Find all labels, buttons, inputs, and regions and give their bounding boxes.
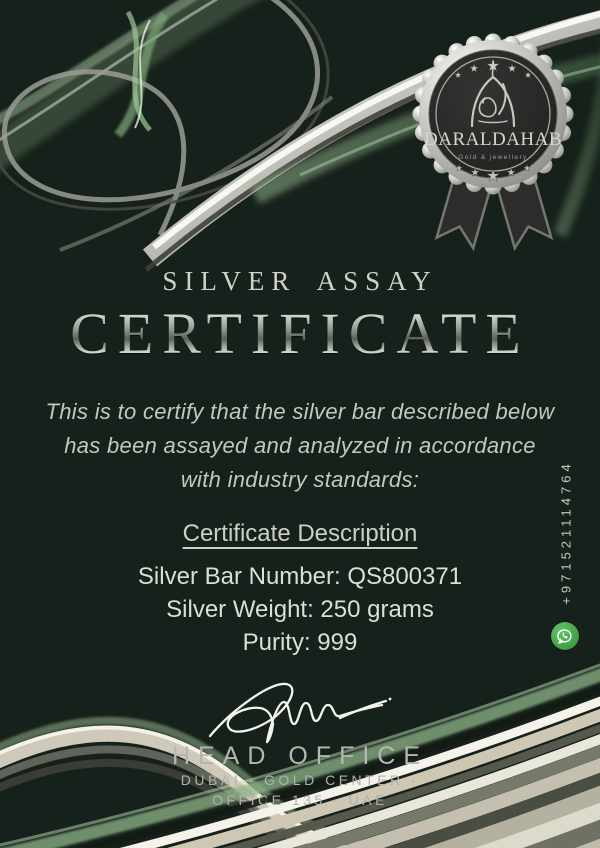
badge-brand-name: DARALDAHAB [424, 129, 562, 150]
intro-paragraph [0, 395, 600, 497]
detail-weight: Silver Weight: 250 grams [166, 596, 434, 623]
svg-text:★: ★ [485, 168, 501, 185]
svg-text:★: ★ [507, 63, 517, 75]
svg-text:★: ★ [523, 70, 533, 80]
intro-line: with industry standards: [180, 467, 420, 492]
description-heading: Certificate Description [182, 520, 418, 547]
whatsapp-icon[interactable] [551, 622, 579, 650]
certificate-details [0, 560, 600, 659]
address-line-2: OFFICE 135 - UAE [212, 792, 388, 808]
svg-text:★: ★ [453, 70, 463, 80]
phone-number: +971521114764 [558, 460, 574, 605]
address-line-1: DUBAI - GOLD CENTER - [180, 772, 420, 788]
detail-purity: Purity: 999 [242, 629, 358, 656]
svg-text:★: ★ [470, 167, 480, 179]
intro-line: has been assayed and analyzed in accordance [64, 433, 536, 458]
award-badge [408, 26, 580, 258]
intro-line: This is to certify that the silver bar described below [45, 399, 555, 424]
svg-text:★: ★ [485, 58, 501, 75]
head-office-title: HEAD OFFICE [171, 742, 429, 770]
svg-text:★: ★ [506, 167, 516, 179]
certificate-subtitle: SILVER ASSAY [162, 266, 438, 296]
badge-tagline: Gold & jewellery [458, 154, 528, 161]
certificate-title: CERTIFICATE [0, 300, 600, 367]
svg-text:★: ★ [522, 163, 532, 173]
signature [200, 674, 400, 744]
detail-bar-number: Silver Bar Number: QS800371 [137, 563, 463, 590]
svg-text:★: ★ [469, 63, 479, 75]
svg-text:★: ★ [454, 163, 464, 173]
